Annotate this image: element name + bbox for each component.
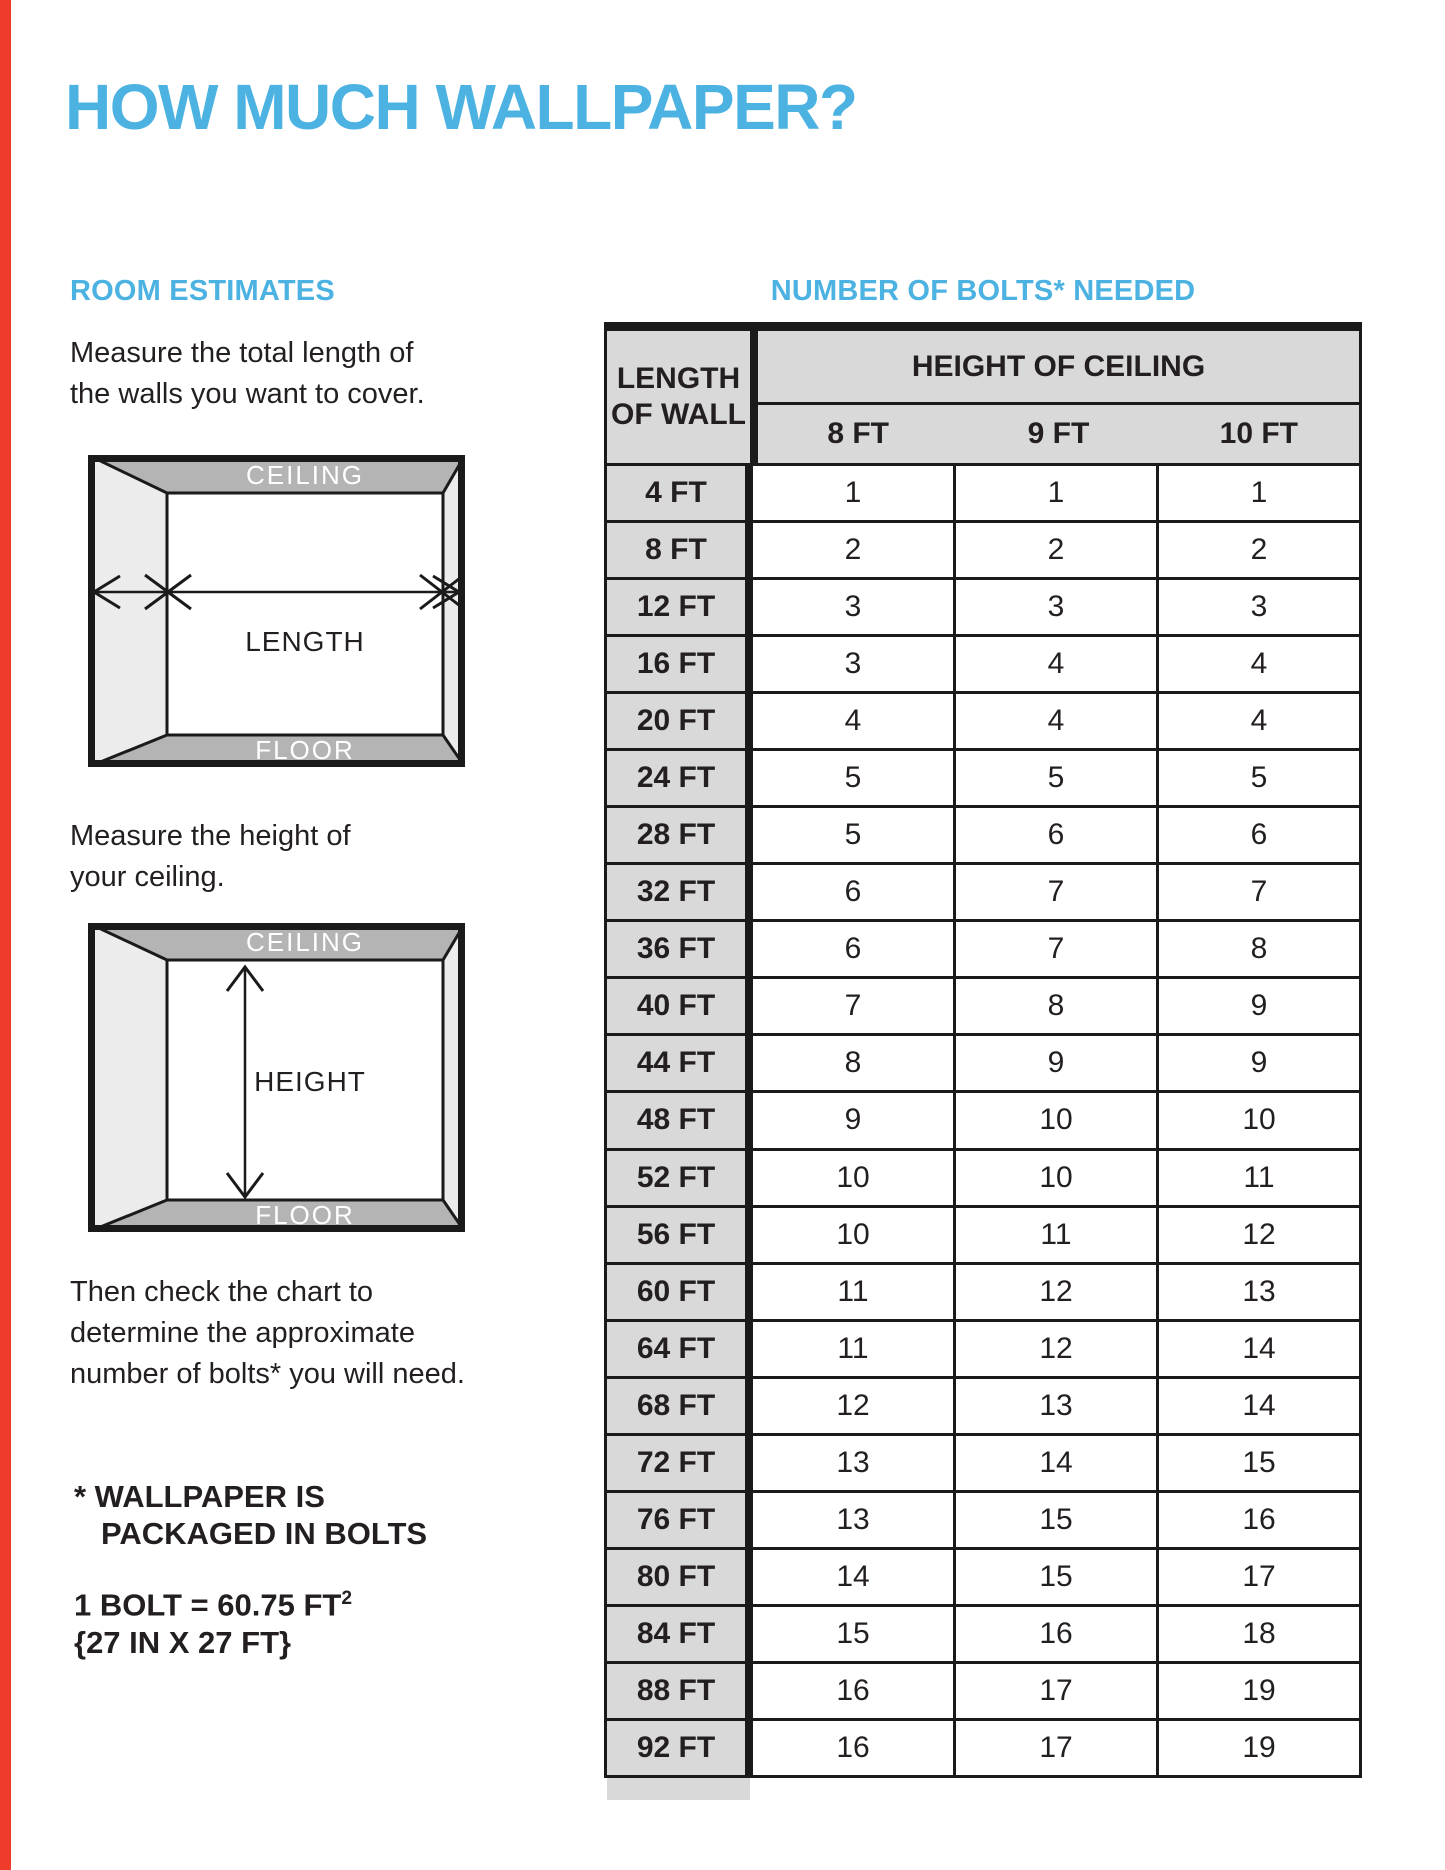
bolt-count-cell: 10 bbox=[753, 1208, 953, 1262]
table-header bbox=[604, 331, 1362, 463]
bolt-count-cell: 10 bbox=[956, 1093, 1156, 1147]
bolt-count-cell: 15 bbox=[956, 1493, 1156, 1547]
bolt-count-cell: 9 bbox=[956, 1036, 1156, 1090]
bolt-count-cell: 12 bbox=[956, 1322, 1156, 1376]
bolt-count-cell: 1 bbox=[1159, 466, 1359, 520]
bolt-count-cell: 17 bbox=[1159, 1550, 1359, 1604]
bolt-count-cell: 4 bbox=[956, 637, 1156, 691]
table-gray-stub bbox=[607, 1778, 750, 1800]
bolt-count-cell: 1 bbox=[956, 466, 1156, 520]
bolt-count-cell: 9 bbox=[1159, 979, 1359, 1033]
height-label: HEIGHT bbox=[254, 1066, 366, 1097]
wall-length-cell: 88 FT bbox=[607, 1664, 750, 1718]
wall-length-cell: 20 FT bbox=[607, 694, 750, 748]
bolt-count-cell: 3 bbox=[1159, 580, 1359, 634]
footnote-line: * WALLPAPER IS bbox=[74, 1479, 325, 1514]
bolt-count-cell: 6 bbox=[1159, 808, 1359, 862]
floor-label: FLOOR bbox=[255, 735, 355, 765]
bolt-count-cell: 11 bbox=[956, 1208, 1156, 1262]
row-header-line: OF WALL bbox=[611, 398, 746, 431]
wall-length-cell: 24 FT bbox=[607, 751, 750, 805]
bolt-count-cell: 3 bbox=[753, 637, 953, 691]
wall-length-cell: 76 FT bbox=[607, 1493, 750, 1547]
wall-length-cell: 32 FT bbox=[607, 865, 750, 919]
wall-length-cell: 68 FT bbox=[607, 1379, 750, 1433]
ceiling-label: CEILING bbox=[245, 927, 365, 957]
bolt-count-cell: 1 bbox=[753, 466, 953, 520]
length-label: LENGTH bbox=[245, 626, 365, 657]
bolt-count-cell: 14 bbox=[956, 1436, 1156, 1490]
row-header-cell bbox=[607, 331, 750, 463]
bolt-count-cell: 5 bbox=[956, 751, 1156, 805]
bolt-equation-line bbox=[74, 1580, 352, 1624]
column-group-header-cell: HEIGHT OF CEILING bbox=[758, 331, 1359, 402]
bolt-count-cell: 19 bbox=[1159, 1664, 1359, 1718]
wall-length-cell: 52 FT bbox=[607, 1151, 750, 1205]
room-length-diagram bbox=[88, 455, 465, 767]
bolt-count-cell: 13 bbox=[956, 1379, 1156, 1433]
table-top-bar bbox=[604, 322, 1362, 331]
bolt-count-cell: 2 bbox=[956, 523, 1156, 577]
bolt-count-cell: 10 bbox=[956, 1151, 1156, 1205]
bolt-count-cell: 12 bbox=[1159, 1208, 1359, 1262]
wall-length-cell: 44 FT bbox=[607, 1036, 750, 1090]
bolt-size-info bbox=[74, 1580, 352, 1662]
bolt-count-cell: 14 bbox=[1159, 1379, 1359, 1433]
bolt-count-cell: 7 bbox=[956, 865, 1156, 919]
bolts-table bbox=[604, 322, 1362, 1800]
bolt-count-cell: 11 bbox=[753, 1265, 953, 1319]
column-header-cell: 9 FT bbox=[1027, 417, 1090, 450]
bolt-count-cell: 8 bbox=[956, 979, 1156, 1033]
column-header-cell: 10 FT bbox=[1219, 417, 1298, 450]
left-wall-face bbox=[88, 923, 167, 1232]
measure-height-instruction bbox=[70, 816, 351, 898]
bolt-count-cell: 4 bbox=[956, 694, 1156, 748]
bolts-needed-heading: NUMBER OF BOLTS* NEEDED bbox=[770, 275, 1196, 307]
instruction-line: number of bolts* you will need. bbox=[70, 1358, 465, 1390]
instruction-line: Then check the chart to bbox=[70, 1276, 374, 1308]
instruction-line: determine the approximate bbox=[70, 1317, 415, 1349]
wall-length-cell: 8 FT bbox=[607, 523, 750, 577]
bolt-count-cell: 16 bbox=[753, 1721, 953, 1775]
back-wall-face bbox=[167, 493, 443, 735]
bolt-count-cell: 8 bbox=[753, 1036, 953, 1090]
bolt-count-cell: 17 bbox=[956, 1721, 1156, 1775]
wall-length-cell: 72 FT bbox=[607, 1436, 750, 1490]
page-title: HOW MUCH WALLPAPER? bbox=[65, 71, 857, 143]
bolt-count-cell: 13 bbox=[753, 1493, 953, 1547]
wall-length-cell: 92 FT bbox=[607, 1721, 750, 1775]
bolt-count-cell: 13 bbox=[753, 1436, 953, 1490]
floor-label: FLOOR bbox=[255, 1200, 355, 1230]
bolt-count-cell: 5 bbox=[753, 751, 953, 805]
wall-length-cell: 16 FT bbox=[607, 637, 750, 691]
instruction-line: your ceiling. bbox=[70, 861, 225, 893]
wall-length-cell: 80 FT bbox=[607, 1550, 750, 1604]
bolt-count-cell: 12 bbox=[753, 1379, 953, 1433]
bolt-equation-exponent: 2 bbox=[341, 1588, 353, 1609]
bolt-count-cell: 6 bbox=[753, 865, 953, 919]
column-header-cell: 8 FT bbox=[827, 417, 889, 450]
wall-length-cell: 28 FT bbox=[607, 808, 750, 862]
wall-length-cell: 48 FT bbox=[607, 1093, 750, 1147]
bolt-count-cell: 7 bbox=[1159, 865, 1359, 919]
measure-length-instruction bbox=[70, 333, 425, 415]
instruction-line: Measure the total length of bbox=[70, 337, 414, 369]
wall-length-cell: 4 FT bbox=[607, 466, 750, 520]
column-headers-row bbox=[758, 405, 1359, 463]
bolt-count-cell: 3 bbox=[753, 580, 953, 634]
room-perspective-graphic bbox=[88, 455, 465, 767]
bolt-count-cell: 14 bbox=[1159, 1322, 1359, 1376]
bolt-count-cell: 16 bbox=[1159, 1493, 1359, 1547]
bolt-count-cell: 10 bbox=[753, 1151, 953, 1205]
wall-length-cell: 60 FT bbox=[607, 1265, 750, 1319]
bolts-table-rows bbox=[604, 463, 1362, 1778]
bolt-count-cell: 2 bbox=[753, 523, 953, 577]
bolt-dimensions-line: {27 IN X 27 FT} bbox=[74, 1625, 292, 1661]
bolt-count-cell: 15 bbox=[1159, 1436, 1359, 1490]
bolt-count-cell: 2 bbox=[1159, 523, 1359, 577]
bolt-count-cell: 3 bbox=[956, 580, 1156, 634]
bolt-count-cell: 16 bbox=[956, 1607, 1156, 1661]
footnote-line: PACKAGED IN BOLTS bbox=[101, 1516, 428, 1551]
room-height-diagram bbox=[88, 923, 465, 1232]
bolt-count-cell: 7 bbox=[753, 979, 953, 1033]
room-perspective-graphic bbox=[88, 923, 465, 1232]
bolt-count-cell: 11 bbox=[753, 1322, 953, 1376]
row-header-line: LENGTH bbox=[616, 362, 741, 395]
bolt-count-cell: 10 bbox=[1159, 1093, 1359, 1147]
bolt-count-cell: 5 bbox=[753, 808, 953, 862]
bolt-count-cell: 18 bbox=[1159, 1607, 1359, 1661]
bolt-count-cell: 6 bbox=[753, 922, 953, 976]
bolt-count-cell: 8 bbox=[1159, 922, 1359, 976]
bolt-equation-text: 1 BOLT = 60.75 FT bbox=[74, 1587, 342, 1623]
wall-length-cell: 12 FT bbox=[607, 580, 750, 634]
bolt-count-cell: 15 bbox=[956, 1550, 1156, 1604]
wall-length-cell: 40 FT bbox=[607, 979, 750, 1033]
left-edge-red-stripe bbox=[0, 0, 11, 1870]
ceiling-label: CEILING bbox=[245, 460, 365, 490]
instruction-line: Measure the height of bbox=[70, 820, 351, 852]
bolt-count-cell: 13 bbox=[1159, 1265, 1359, 1319]
bolt-count-cell: 9 bbox=[1159, 1036, 1359, 1090]
bolt-count-cell: 4 bbox=[1159, 637, 1359, 691]
bolt-count-cell: 17 bbox=[956, 1664, 1156, 1718]
bolts-footnote bbox=[74, 1478, 427, 1552]
bolt-count-cell: 15 bbox=[753, 1607, 953, 1661]
bolt-count-cell: 4 bbox=[1159, 694, 1359, 748]
bolt-count-cell: 5 bbox=[1159, 751, 1359, 805]
wall-length-cell: 36 FT bbox=[607, 922, 750, 976]
wall-length-cell: 56 FT bbox=[607, 1208, 750, 1262]
bolt-count-cell: 19 bbox=[1159, 1721, 1359, 1775]
bolt-count-cell: 11 bbox=[1159, 1151, 1359, 1205]
room-estimates-heading: ROOM ESTIMATES bbox=[70, 275, 335, 307]
bolt-count-cell: 12 bbox=[956, 1265, 1156, 1319]
bolt-count-cell: 6 bbox=[956, 808, 1156, 862]
check-chart-instruction bbox=[70, 1272, 465, 1395]
wall-length-cell: 64 FT bbox=[607, 1322, 750, 1376]
bolt-count-cell: 16 bbox=[753, 1664, 953, 1718]
bolt-count-cell: 4 bbox=[753, 694, 953, 748]
wall-length-cell: 84 FT bbox=[607, 1607, 750, 1661]
instruction-line: the walls you want to cover. bbox=[70, 378, 425, 410]
bolt-count-cell: 7 bbox=[956, 922, 1156, 976]
bolt-count-cell: 14 bbox=[753, 1550, 953, 1604]
left-wall-face bbox=[88, 455, 167, 767]
bolt-count-cell: 9 bbox=[753, 1093, 953, 1147]
